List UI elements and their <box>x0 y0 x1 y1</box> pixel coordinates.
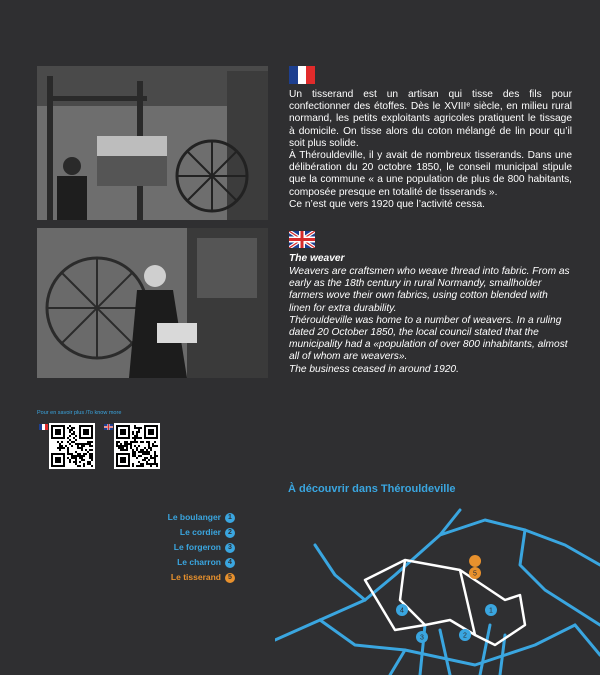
legend-number: 4 <box>225 558 235 568</box>
map-marker-1-label: 1 <box>489 607 493 615</box>
qr-module <box>154 461 156 463</box>
qr-module <box>73 457 75 459</box>
qr-module <box>146 461 148 463</box>
qr-module <box>154 453 156 455</box>
qr-module <box>130 447 132 449</box>
qr-module <box>154 463 156 465</box>
qr-module <box>81 445 83 447</box>
qr-module <box>91 445 93 447</box>
qr-module <box>126 443 128 445</box>
qr-module <box>89 453 91 455</box>
qr-module <box>130 443 132 445</box>
legend-number: 5 <box>225 573 235 583</box>
map-marker-5-label: 5 <box>473 570 477 578</box>
qr-module <box>71 427 73 429</box>
qr-module <box>138 451 140 453</box>
qr-module <box>138 465 140 467</box>
qr-module <box>146 453 148 455</box>
qr-module <box>134 451 136 453</box>
qr-module <box>150 457 152 459</box>
qr-module <box>65 445 67 447</box>
qr-module <box>150 463 152 465</box>
qr-module <box>83 443 85 445</box>
qr-module <box>89 455 91 457</box>
qr-module <box>85 449 87 451</box>
qr-module <box>138 461 140 463</box>
qr-module <box>134 439 136 441</box>
legend-label: Le charron <box>177 557 221 567</box>
village-map <box>275 505 600 675</box>
qr-module <box>77 453 79 455</box>
map-marker-3[interactable] <box>416 631 428 643</box>
qr-module <box>77 447 79 449</box>
qr-module <box>83 465 85 467</box>
qr-module <box>134 425 136 427</box>
qr-module <box>89 457 91 459</box>
qr-module <box>122 449 124 451</box>
qr-module <box>75 439 77 441</box>
map-marker-1[interactable] <box>485 604 497 616</box>
qr-module <box>136 433 138 435</box>
qr-module <box>55 429 61 435</box>
qr-module <box>152 445 154 447</box>
qr-module <box>136 457 138 459</box>
french-paragraph-2: À Thérouldeville, il y avait de nombreux tisserands. Dans une délibération du 20 octobre 1850, le conseil municipal stipule que la commune « a une population de plus de 800 habitants, composée presque en totalité de tisserands ». <box>289 150 572 198</box>
qr-module <box>148 445 150 447</box>
qr-module <box>77 465 79 467</box>
map-marker-4-label: 4 <box>400 607 404 615</box>
qr-module <box>134 445 136 447</box>
qr-module <box>91 455 93 457</box>
qr-module <box>79 457 81 459</box>
spinner-photo <box>37 228 268 378</box>
map-roads <box>275 510 600 675</box>
qr-module <box>67 427 69 429</box>
qr-module <box>116 445 118 447</box>
qr-module <box>144 453 146 455</box>
qr-module <box>142 465 144 467</box>
qr-module <box>69 429 71 431</box>
qr-module <box>61 441 63 443</box>
qr-module <box>75 435 77 437</box>
qr-module <box>67 457 69 459</box>
qr-module <box>148 451 150 453</box>
english-paragraph-2: Thérouldeville was home to a number of weavers. In a ruling dated 20 October 1850, the local council stated that the municipality had a «population of over 800 inhabitants, almost all of whom are weavers». <box>289 314 568 363</box>
french-paragraph-1: Un tisserand est un artisan qui tisse des fils pour confectionner des étoffes. Dès le XVIIIᵉ siècle, en milieu rural normand, les petits exploitants agricoles pratiquent le tissage à domicile. On tisse alors du coton mélangé de lin pour qu’il soit plus solide. <box>289 89 572 149</box>
qr-module <box>124 443 126 445</box>
qr-module <box>83 459 85 461</box>
qr-module <box>69 435 71 437</box>
qr-module <box>69 439 71 441</box>
qr-module <box>140 449 142 451</box>
qr-module <box>154 445 156 447</box>
qr-module <box>81 447 83 449</box>
legend-item-tisserand <box>171 572 235 583</box>
qr-module <box>154 457 156 459</box>
qr-module <box>120 457 126 463</box>
qr-module <box>75 463 77 465</box>
map-marker-2[interactable] <box>459 629 471 641</box>
qr-module <box>91 449 93 451</box>
qr-module <box>134 453 136 455</box>
qr-module <box>148 459 150 461</box>
qr-module <box>134 437 136 439</box>
qr-module <box>67 453 69 455</box>
qr-module <box>85 443 87 445</box>
qr-module <box>140 465 142 467</box>
qr-module <box>87 461 89 463</box>
discover-title: À découvrir dans Thérouldeville <box>288 483 456 495</box>
qr-module <box>132 437 134 439</box>
qr-module <box>67 451 69 453</box>
qr-module <box>89 463 91 465</box>
qr-module <box>134 435 136 437</box>
qr-module <box>154 451 156 453</box>
qr-module <box>87 443 89 445</box>
qr-module <box>71 433 73 435</box>
qr-module <box>134 427 136 429</box>
qr-module <box>73 431 75 433</box>
qr-module <box>132 455 134 457</box>
legend-number: 2 <box>225 528 235 538</box>
qr-module <box>132 451 134 453</box>
qr-module <box>75 461 77 463</box>
qr-module <box>148 441 150 443</box>
qr-module <box>120 449 122 451</box>
qr-module <box>67 437 69 439</box>
qr-module <box>69 431 71 433</box>
qr-module <box>73 461 75 463</box>
qr-module <box>71 455 73 457</box>
qr-module <box>138 445 140 447</box>
qr-module <box>124 445 126 447</box>
qr-module <box>146 463 148 465</box>
qr-module <box>116 443 118 445</box>
qr-module <box>142 453 144 455</box>
qr-module <box>83 463 85 465</box>
qr-module <box>83 455 85 457</box>
qr-module <box>150 449 152 451</box>
qr-module <box>148 463 150 465</box>
qr-module <box>91 465 93 467</box>
english-paragraph-3: The business ceased in around 1920. <box>289 363 459 375</box>
qr-module <box>55 457 61 463</box>
qr-module <box>91 457 93 459</box>
qr-module <box>81 455 83 457</box>
qr-module <box>79 465 81 467</box>
qr-module <box>59 443 61 445</box>
uk-flag-icon <box>289 231 315 248</box>
legend-number: 1 <box>225 513 235 523</box>
qr-module <box>79 443 81 445</box>
qr-module <box>79 453 81 455</box>
legend-label: Le forgeron <box>173 542 221 552</box>
qr-module <box>140 441 142 443</box>
qr-module <box>142 463 144 465</box>
qr-module <box>83 453 85 455</box>
qr-module <box>61 447 63 449</box>
qr-module <box>63 447 65 449</box>
map-marker-2-label: 2 <box>463 632 467 640</box>
qr-module <box>116 441 118 443</box>
french-paragraph-3: Ce n’est que vers 1920 que l’activité cessa. <box>289 198 485 210</box>
loom-photo-drawing <box>37 66 268 220</box>
qr-module <box>148 443 150 445</box>
qr-module <box>140 463 142 465</box>
qr-module <box>59 445 61 447</box>
mini-uk-flag-icon <box>104 424 113 430</box>
qr-module <box>136 441 138 443</box>
qr-module <box>132 463 134 465</box>
qr-module <box>73 427 75 429</box>
qr-module <box>71 429 73 431</box>
legend-label: Le tisserand <box>170 572 221 582</box>
qr-module <box>126 447 128 449</box>
qr-module <box>118 447 120 449</box>
legend-item-charron <box>177 557 235 568</box>
qr-module <box>136 447 138 449</box>
french-flag-icon <box>289 66 315 84</box>
qr-module <box>124 449 126 451</box>
qr-module <box>81 449 83 451</box>
qr-module <box>59 449 61 451</box>
spinner-photo-drawing <box>37 228 268 378</box>
mini-french-flag-icon <box>39 424 48 430</box>
qr-module <box>132 449 134 451</box>
qr-module <box>130 441 132 443</box>
qr-module <box>156 465 158 467</box>
qr-module <box>75 455 77 457</box>
qr-module <box>73 441 75 443</box>
qr-module <box>148 453 150 455</box>
qr-module <box>122 447 124 449</box>
qr-module <box>154 455 156 457</box>
qr-code-french[interactable] <box>49 423 95 469</box>
qr-module <box>89 445 91 447</box>
qr-module <box>81 457 83 459</box>
qr-module <box>138 431 140 433</box>
qr-module <box>69 425 71 427</box>
qr-module <box>69 459 71 461</box>
more-info-label: Pour en savoir plus /To know more <box>37 410 122 416</box>
qr-module <box>126 445 128 447</box>
qr-module <box>140 455 142 457</box>
qr-module <box>83 429 89 435</box>
qr-module <box>136 435 138 437</box>
qr-module <box>118 445 120 447</box>
qr-module <box>71 453 73 455</box>
qr-module <box>140 451 142 453</box>
qr-module <box>144 447 146 449</box>
qr-module <box>89 441 91 443</box>
qr-module <box>138 427 140 429</box>
qr-module <box>132 431 134 433</box>
qr-module <box>138 455 140 457</box>
qr-module <box>57 441 59 443</box>
qr-module <box>61 445 63 447</box>
qr-module <box>77 445 79 447</box>
french-text <box>289 89 572 211</box>
qr-module <box>89 443 91 445</box>
qr-module <box>79 461 81 463</box>
qr-module <box>148 447 150 449</box>
qr-module <box>156 455 158 457</box>
qr-module <box>128 443 130 445</box>
qr-module <box>69 461 71 463</box>
qr-module <box>144 457 146 459</box>
qr-module <box>136 465 138 467</box>
qr-module <box>136 431 138 433</box>
qr-module <box>120 443 122 445</box>
map-marker-3-label: 3 <box>420 634 424 642</box>
legend-item-cordier <box>180 527 235 538</box>
qr-module <box>142 441 144 443</box>
qr-module <box>150 455 152 457</box>
qr-module <box>144 459 146 461</box>
qr-module <box>57 447 59 449</box>
qr-module <box>81 459 83 461</box>
qr-module <box>73 433 75 435</box>
qr-module <box>77 455 79 457</box>
qr-module <box>150 447 152 449</box>
qr-module <box>75 457 77 459</box>
qr-module <box>75 451 77 453</box>
qr-module <box>138 429 140 431</box>
qr-module <box>87 451 89 453</box>
qr-module <box>91 459 93 461</box>
english-text <box>289 266 572 376</box>
qr-module <box>87 463 89 465</box>
qr-module <box>132 465 134 467</box>
qr-module <box>73 437 75 439</box>
qr-module <box>79 447 81 449</box>
map-route <box>365 560 525 645</box>
qr-module <box>85 453 87 455</box>
qr-module <box>144 451 146 453</box>
map-marker-5[interactable] <box>469 555 481 580</box>
qr-module <box>69 443 71 445</box>
legend-item-forgeron <box>174 542 235 553</box>
qr-module <box>142 451 144 453</box>
qr-module <box>67 447 69 449</box>
qr-module <box>148 429 154 435</box>
qr-module <box>122 445 124 447</box>
qr-module <box>140 427 142 429</box>
loom-photo <box>37 66 268 220</box>
qr-module <box>142 459 144 461</box>
qr-module <box>152 443 154 445</box>
qr-module <box>126 441 128 443</box>
qr-module <box>77 443 79 445</box>
qr-module <box>132 433 134 435</box>
legend-label: Le boulanger <box>167 512 221 522</box>
qr-module <box>71 457 73 459</box>
legend-item-boulanger <box>168 512 235 523</box>
qr-module <box>154 441 156 443</box>
qr-module <box>91 441 93 443</box>
qr-module <box>132 441 134 443</box>
qr-module <box>87 441 89 443</box>
qr-module <box>134 455 136 457</box>
qr-module <box>120 429 126 435</box>
qr-module <box>146 451 148 453</box>
qr-module <box>75 459 77 461</box>
english-paragraph-1: Weavers are craftsmen who weave thread into fabric. From as early as the 18th century in rural Normandy, smallholder farmers wove their own fabrics, using cotton blended with linen for extra durability. <box>289 266 570 314</box>
qr-module <box>75 443 77 445</box>
qr-module <box>71 445 73 447</box>
qr-module <box>136 437 138 439</box>
qr-module <box>71 441 73 443</box>
qr-module <box>91 453 93 455</box>
qr-module <box>154 459 156 461</box>
qr-module <box>132 453 134 455</box>
qr-module <box>136 427 138 429</box>
qr-module <box>126 449 128 451</box>
legend-label: Le cordier <box>179 527 221 537</box>
qr-module <box>79 455 81 457</box>
qr-module <box>59 447 61 449</box>
qr-module <box>73 455 75 457</box>
qr-module <box>146 457 148 459</box>
qr-module <box>124 441 126 443</box>
qr-module <box>118 441 120 443</box>
legend-number: 3 <box>225 543 235 553</box>
qr-module <box>67 441 69 443</box>
qr-module <box>136 449 138 451</box>
qr-module <box>138 437 140 439</box>
qr-module <box>142 449 144 451</box>
qr-module <box>120 445 122 447</box>
qr-module <box>146 441 148 443</box>
qr-module <box>140 437 142 439</box>
qr-module <box>152 463 154 465</box>
qr-module <box>150 465 152 467</box>
qr-module <box>81 443 83 445</box>
qr-module <box>134 441 136 443</box>
qr-module <box>146 449 148 451</box>
qr-module <box>89 449 91 451</box>
qr-code-english[interactable] <box>114 423 160 469</box>
qr-module <box>83 445 85 447</box>
qr-module <box>67 449 69 451</box>
map-marker-4[interactable] <box>396 604 408 616</box>
qr-module <box>152 457 154 459</box>
qr-module <box>156 463 158 465</box>
qr-module <box>120 447 122 449</box>
qr-module <box>89 461 91 463</box>
qr-module <box>69 453 71 455</box>
qr-module <box>130 445 132 447</box>
english-title: The weaver <box>289 253 345 264</box>
qr-module <box>156 445 158 447</box>
